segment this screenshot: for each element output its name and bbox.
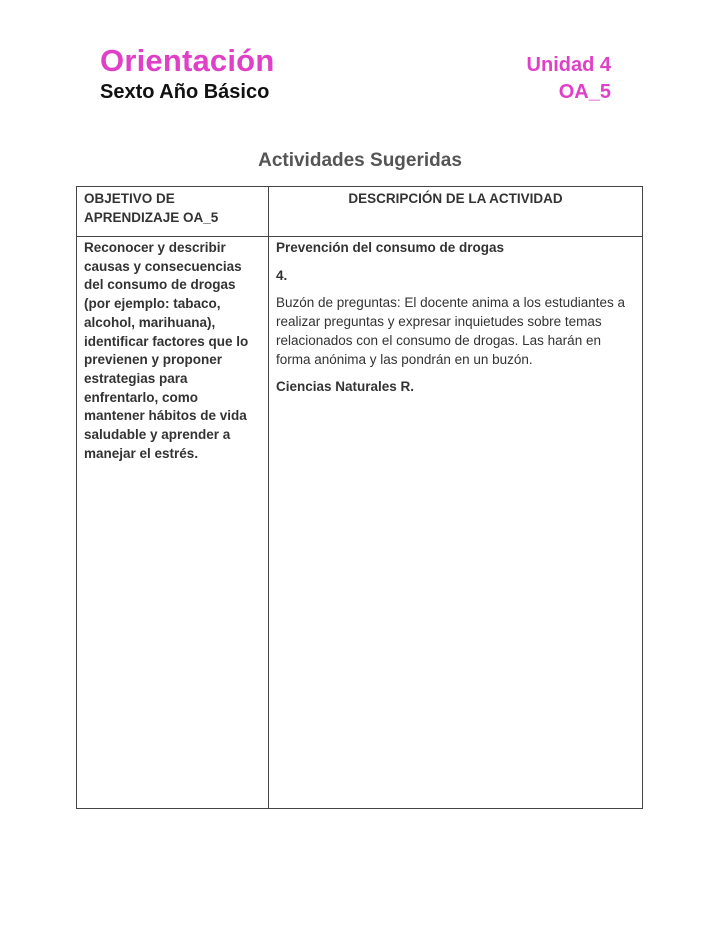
activities-table	[76, 186, 643, 809]
activity-title: Prevención del consumo de drogas	[276, 240, 505, 255]
table-row	[77, 237, 643, 809]
subject-title: Orientación	[100, 43, 275, 78]
description-cell	[269, 237, 643, 809]
unit-info	[527, 52, 611, 106]
activity-number: 4.	[276, 267, 288, 283]
activity-reference: Ciencias Naturales R.	[276, 379, 415, 395]
grade-subtitle: Sexto Año Básico	[100, 81, 270, 103]
oa-label: OA_5	[558, 81, 611, 103]
table-header-row	[77, 187, 643, 237]
column-header-objective: OBJETIVO DE APRENDIZAJE OA_5	[77, 187, 269, 237]
unit-label: Unidad 4	[526, 54, 611, 76]
activity-description: Buzón de preguntas: El docente anima a los estudiantes a realizar preguntas y expresar inquietudes sobre temas relacionados con el consumo de drogas. Las harán en forma anónima y las pondrán en un buzón.	[276, 295, 625, 367]
objective-cell: Reconocer y describir causas y consecuencias del consumo de drogas (por ejemplo: tabaco, alcohol, marihuana), identificar factores que lo previenen y proponer estrategias para enfrentarlo, como mantener hábitos de vida saludable y aprender a manejar el estrés.	[77, 237, 269, 809]
section-title: Actividades Sugeridas	[258, 150, 462, 171]
document-header	[100, 42, 274, 104]
column-header-description: DESCRIPCIÓN DE LA ACTIVIDAD	[269, 187, 643, 237]
